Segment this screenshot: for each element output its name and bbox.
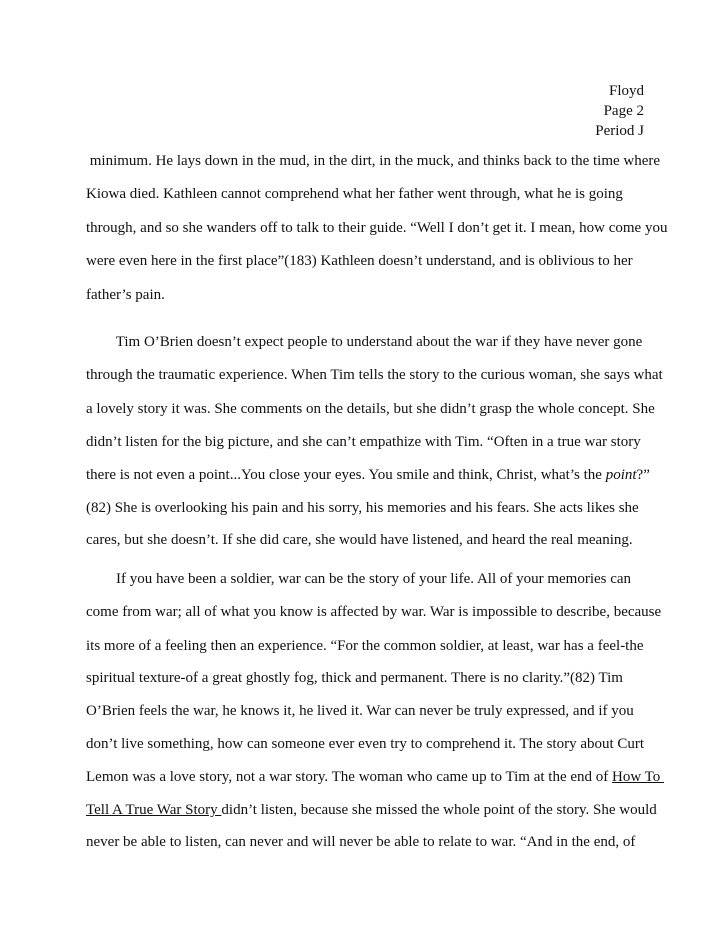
page-number: Page 2 xyxy=(603,103,644,119)
text-line: cares, but she doesn’t. If she did care, she would have listened, and heard the real meaning. xyxy=(86,532,633,548)
text-segment: there is not even a point...You close your eyes. You smile and think, Christ, what’s the xyxy=(86,467,606,483)
class-period: Period J xyxy=(595,123,644,139)
text-line: spiritual texture-of a great ghostly fog, thick and permanent. There is no clarity.”(82) Tim xyxy=(86,670,623,686)
text-line: If you have been a soldier, war can be the story of your life. All of your memories can xyxy=(86,571,632,587)
text-line: don’t live something, how can someone ever even try to comprehend it. The story about Curt xyxy=(86,736,645,752)
text-line: (82) She is overlooking his pain and his sorry, his memories and his fears. She acts likes she xyxy=(86,500,639,516)
text-line: Tim O’Brien doesn’t expect people to understand about the war if they have never gone xyxy=(86,334,643,350)
text-line: its more of a feeling then an experience. “For the common soldier, at least, war has a feel-the xyxy=(86,638,644,654)
text-line: never be able to listen, can never and will never be able to relate to war. “And in the end, of xyxy=(86,834,636,850)
emphasis-text: point xyxy=(605,467,637,483)
text-line xyxy=(86,465,650,485)
page-header xyxy=(595,81,644,141)
text-line: through the traumatic experience. When Tim tells the story to the curious woman, she says what xyxy=(86,367,663,383)
text-line: minimum. He lays down in the mud, in the dirt, in the muck, and thinks back to the time where xyxy=(86,153,661,169)
text-line: didn’t listen for the big picture, and she can’t empathize with Tim. “Often in a true war story xyxy=(86,434,641,450)
story-title-part: Tell A True War Story xyxy=(86,802,222,818)
text-line: father’s pain. xyxy=(86,287,165,303)
text-line: a lovely story it was. She comments on the details, but she didn’t grasp the whole concept. She xyxy=(86,401,655,417)
story-title-part: How To xyxy=(612,769,665,785)
text-segment: didn’t listen, because she missed the whole point of the story. She would xyxy=(221,802,657,818)
text-line: were even here in the first place”(183) Kathleen doesn’t understand, and is oblivious to her xyxy=(86,253,633,269)
text-line xyxy=(86,767,664,787)
text-line: O’Brien feels the war, he knows it, he lived it. War can never be truly expressed, and if you xyxy=(86,703,634,719)
text-line: Kiowa died. Kathleen cannot comprehend what her father went through, what he is going xyxy=(86,186,623,202)
text-segment: ?” xyxy=(636,467,650,483)
author-name: Floyd xyxy=(608,83,644,99)
text-line: through, and so she wanders off to talk to their guide. “Well I don’t get it. I mean, how come you xyxy=(86,220,668,236)
text-line: come from war; all of what you know is affected by war. War is impossible to describe, because xyxy=(86,604,662,620)
text-segment: Lemon was a love story, not a war story. The woman who came up to Tim at the end of xyxy=(86,769,613,785)
text-line xyxy=(86,800,657,820)
